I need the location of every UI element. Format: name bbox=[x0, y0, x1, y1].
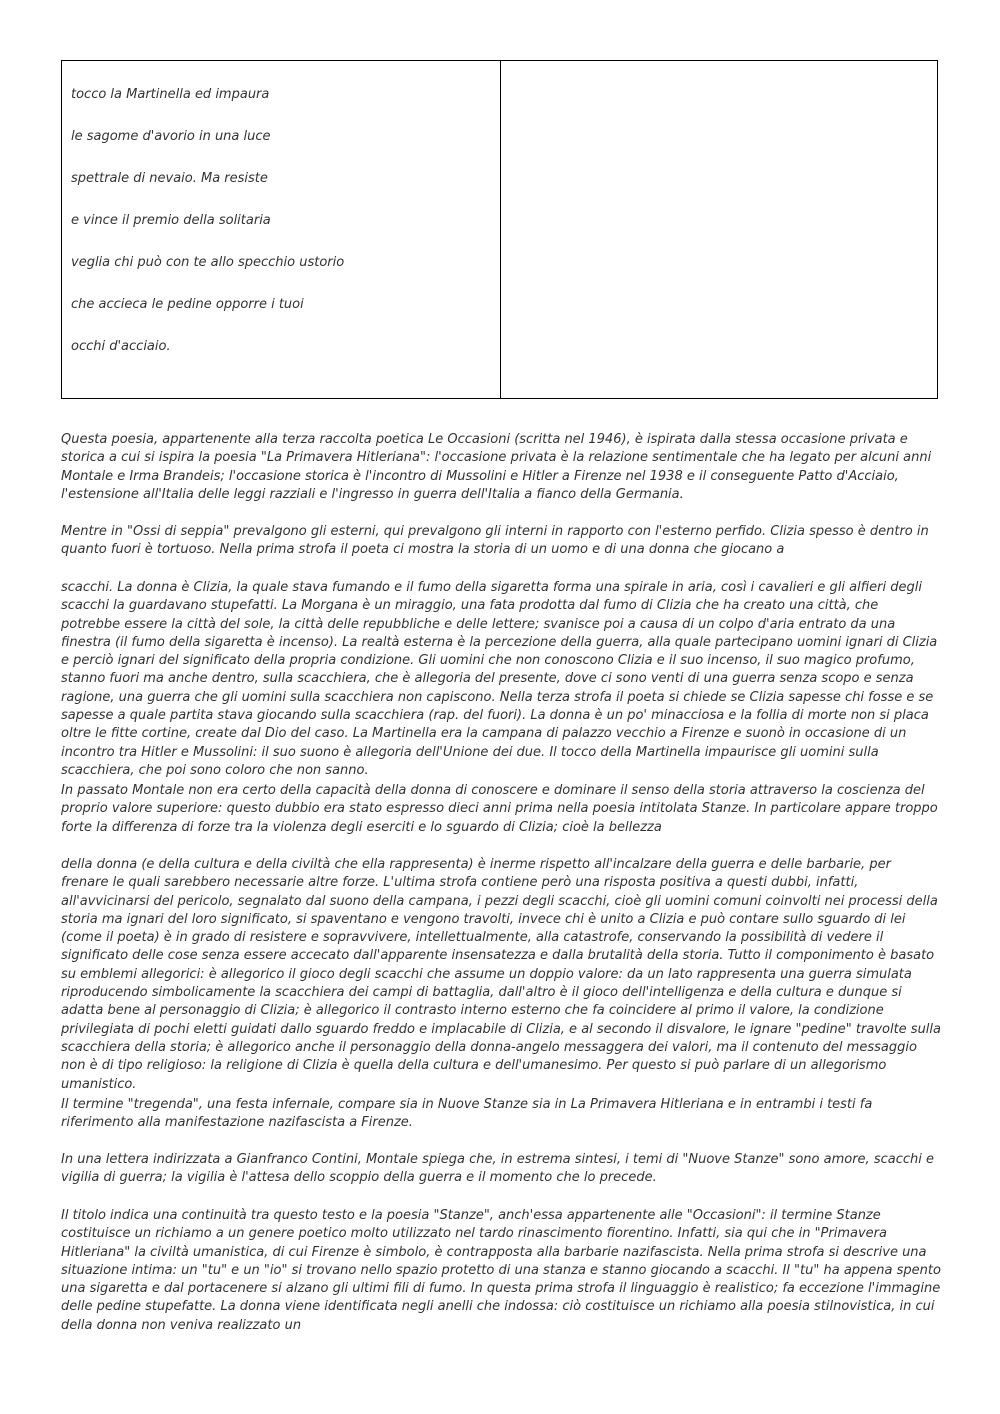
paragraph-block bbox=[61, 1151, 941, 1188]
paragraph-block bbox=[61, 523, 941, 560]
poem-line: spettrale di nevaio. Ma resiste bbox=[71, 171, 268, 186]
poem-line: e vince il premio della solitaria bbox=[71, 213, 271, 228]
paragraph: In passato Montale non era certo della capacità della donna di conoscere e dominare il senso della storia attraverso la coscienza del proprio valore superiore: questo dubbio era stato espresso dieci anni prima nella poesia intitolata Stanze. In particolare appare troppo forte la differenza di forze tra la violenza degli eserciti e lo sguardo di Clizia; cioè la bellezza bbox=[61, 783, 938, 835]
paragraph-block bbox=[61, 1207, 941, 1335]
poem-line: occhi d'acciaio. bbox=[71, 339, 171, 354]
poem-table bbox=[61, 60, 938, 399]
poem-cell bbox=[62, 61, 501, 398]
paragraph: della donna (e della cultura e della civiltà che ella rappresenta) è inerme rispetto all'incalzare della guerra e delle barbarie, per frenare le quali sarebbero necessarie altre forze. L'ultima strofa contiene però una risposta positiva a questi dubbi, infatti, all'avvicinarsi del pericolo, segnalato dal suono della campana, i pezzi degli scacchi, cioè gli uomini comuni coinvolti nei processi della storia ma ignari del loro significato, si spaventano e vengono travolti, invece chi è unito a Clizia e può contare sullo sguardo di lei (come il poeta) è in grado di resistere e sopravvivere, intellettualmente, alla catastrofe, conservando la possibilità di vedere il significato delle cose senza essere accecato dall'apparente insensatezza e dalla brutalità della storia. Tutto il componimento è basato su emblemi allegorici: è allegorico il gioco degli scacchi che assume un doppio valore: da un lato rappresenta una guerra simulata riproducendo simbolicamente la scacchiera dei campi di battaglia, dall'altro è il gioco dell'intelligenza e della cultura e dunque si adatta bene al personaggio di Clizia; è allegorico il contrasto interno esterno che fa coincidere al primo il valore, la condizione privilegiata di pochi eletti guidati dallo sguardo freddo e implacabile di Clizia, e al secondo il disvalore, le ignare "pedine" travolte sulla scacchiera della storia; è allegorico anche il personaggio della donna-angelo messaggera dei valori, ma il contenuto del messaggio non è di tipo religioso: la religione di Clizia è quella della cultura e dell'umanesimo. Per questo si può parlare di un allegorismo umanistico. bbox=[61, 857, 942, 1092]
paragraph: Il titolo indica una continuità tra questo testo e la poesia "Stanze", anch'essa appartenente alle "Occasioni": il termine Stanze costituisce un richiamo a un genere poetico molto utilizzato nel tardo rinascimento fiorentino. Infatti, sia qui che in "Primavera Hitleriana" la civiltà umanistica, di cui Firenze è simbolo, è contrapposta alla barbarie nazifascista. Nella prima strofa si descrive una situazione intima: un "tu" e un "io" si trovano nello spazio protetto di una stanza e stanno giocando a scacchi. Il "tu" ha appena spento una sigaretta e dal portacenere si alzano gli ultimi fili di fumo. In questa prima strofa il linguaggio è realistico; fa eccezione l'immagine delle pedine stupefatte. La donna viene identificata negli anelli che indossa: ciò costituisce un richiamo alla poesia stilnovistica, in cui della donna non veniva realizzato un bbox=[61, 1208, 941, 1333]
paragraph: Il termine "tregenda", una festa infernale, compare sia in Nuove Stanze sia in La Primavera Hitleriana e in entrambi i testi fa riferimento alla manifestazione nazifascista a Firenze. bbox=[61, 1097, 873, 1131]
paragraph: scacchi. La donna è Clizia, la quale stava fumando e il fumo della sigaretta forma una spirale in aria, così i cavalieri e gli alfieri degli scacchi la guardavano stupefatti. La Morgana è un miraggio, una fata prodotta dal fumo di Clizia che ha creato una città, che potrebbe essere la città del sole, la città delle repubbliche e delle lettere; svanisce poi a causa di un colpo d'aria entrato da una finestra (il fumo della sigaretta è incenso). La realtà esterna è la percezione della guerra, alla quale partecipano uomini ignari di Clizia e perciò ignari del significato della propria condizione. Gli uomini che non conoscono Clizia e il suo incenso, il suo magico profumo, stanno fuori ma anche dentro, sulla scacchiera, che è allegoria del presente, dove ci sono venti di una guerra senza scopo e senza ragione, una guerra che gli uomini sulla scacchiera non capiscono. Nella terza strofa il poeta si chiede se Clizia sapesse chi fosse e se sapesse a quale partita stava giocando sulla scacchiera (rap. del fuori). La donna è un po' minacciosa e la follia di morte non si placa oltre le fitte cortine, create dal Dio del caso. La Martinella era la campana di palazzo vecchio a Firenze e suonò in occasione di un incontro tra Hitler e Mussolini: il suo suono è allegoria dell'Unione dei due. Il tocco della Martinella impaurisce gli uomini sulla scacchiera, che poi sono coloro che non sanno. bbox=[61, 580, 938, 778]
paragraph-block bbox=[61, 579, 941, 780]
poem-line: che accieca le pedine opporre i tuoi bbox=[71, 297, 304, 312]
poem-line: tocco la Martinella ed impaura bbox=[71, 87, 270, 102]
paragraph-block bbox=[61, 431, 941, 504]
paragraph: Mentre in "Ossi di seppia" prevalgono gli esterni, qui prevalgono gli interni in rapporto con l'esterno perfido. Clizia spesso è dentro in quanto fuori è tortuoso. Nella prima strofa il poeta ci mostra la storia di un uomo e di una donna che giocano a bbox=[61, 524, 929, 558]
paragraph-block bbox=[61, 1096, 941, 1133]
empty-table-cell bbox=[501, 61, 937, 398]
paragraph-block bbox=[61, 782, 941, 837]
paragraph: Questa poesia, appartenente alla terza raccolta poetica Le Occasioni (scritta nel 1946), è ispirata dalla stessa occasione privata e storica a cui si ispira la poesia "La Primavera Hitleriana": l'occasione privata è la relazione sentimentale che ha legato per alcuni anni Montale e Irma Brandeis; l'occasione storica è l'incontro di Mussolini e Hitler a Firenze nel 1938 e il conseguente Patto d'Acciaio, l'estensione all'Italia delle leggi razziali e l'ingresso in guerra dell'Italia a fianco della Germania. bbox=[61, 432, 932, 502]
poem-line: le sagome d'avorio in una luce bbox=[71, 129, 271, 144]
paragraph-block bbox=[61, 856, 941, 1094]
paragraph: In una lettera indirizzata a Gianfranco Contini, Montale spiega che, in estrema sintesi, i temi di "Nuove Stanze" sono amore, scacchi e vigilia di guerra; la vigilia è l'attesa dello scoppio della guerra e il momento che lo precede. bbox=[61, 1152, 934, 1186]
poem-line: veglia chi può con te allo specchio ustorio bbox=[71, 255, 345, 270]
